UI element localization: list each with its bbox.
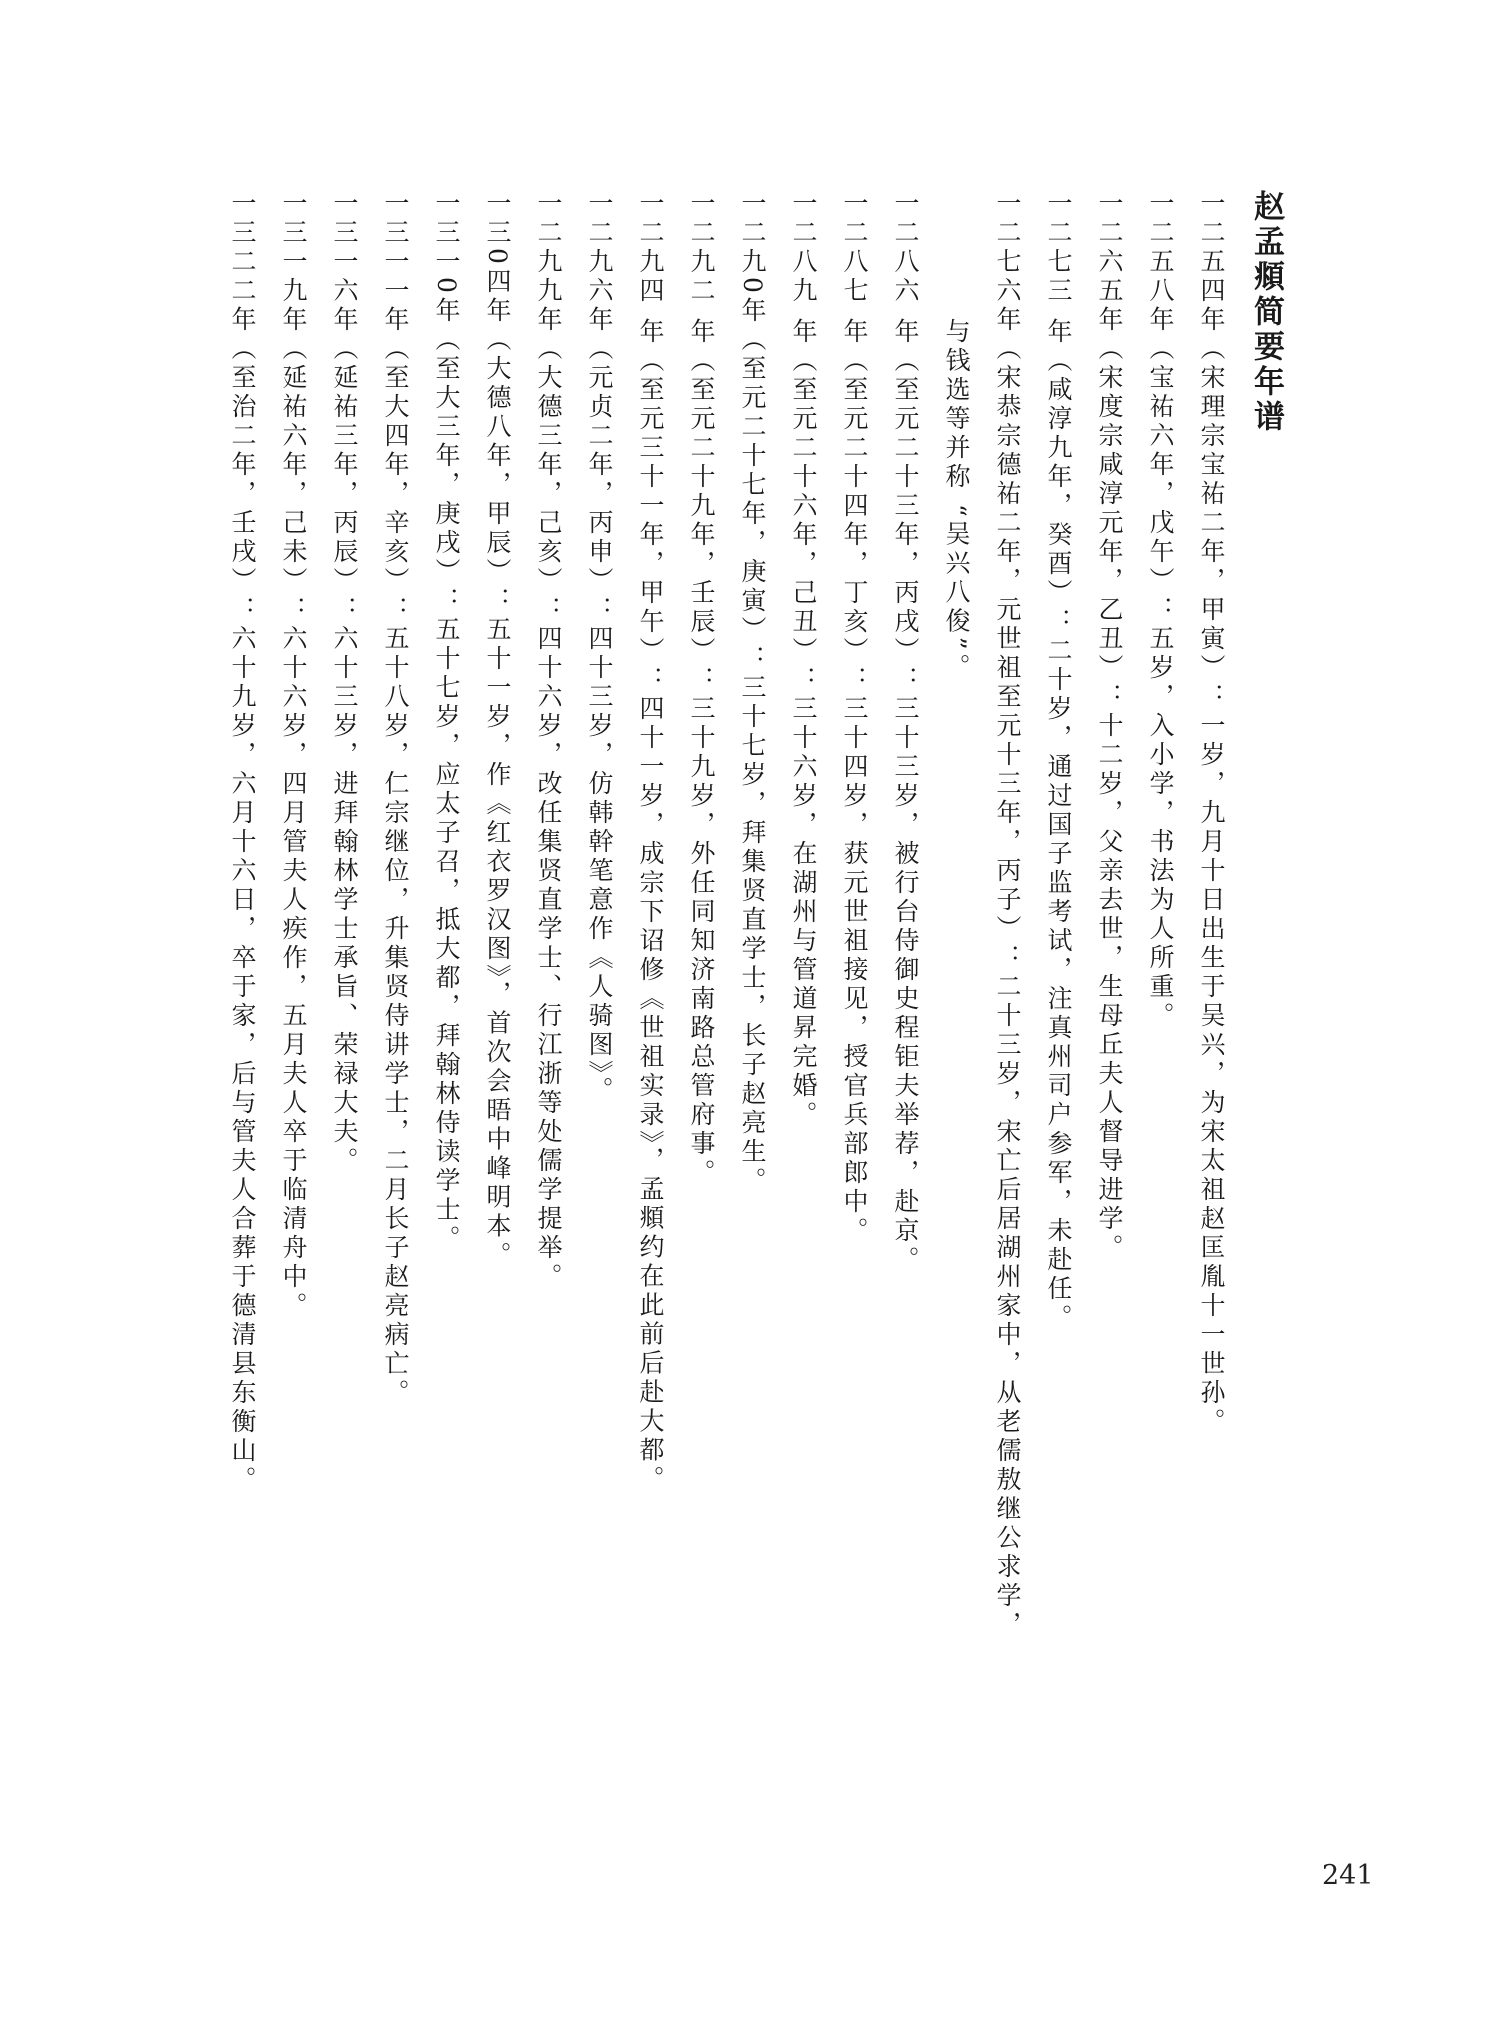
chronology-entry-1299: 一二九九年（大德三年，己亥）：四十六岁，改任集贤直学士、行江浙等处儒学提举。 (534, 190, 563, 1292)
chronology-entry-1290: 一二九0年（至元二十七年，庚寅）：三十七岁，拜集贤直学士，长子赵亮生。 (738, 190, 767, 1196)
chronology-entry-1311: 一三一一年（至大四年，辛亥）：五十八岁，仁宗继位，升集贤侍讲学士，二月长子赵亮病亡。 (381, 190, 410, 1408)
chronology-entry-1322: 一三二二年（至治二年，壬戌）：六十九岁，六月十六日，卒于家，后与管夫人合葬于德清县东衡山。 (228, 190, 257, 1495)
chronology-entry-1265: 一二六五年（宋度宗咸淳元年，乙丑）：十二岁，父亲去世，生母丘夫人督导进学。 (1095, 190, 1124, 1263)
chronology-entry-1319: 一三一九年（延祐六年，己未）：六十六岁，四月管夫人疾作，五月夫人卒于临清舟中。 (279, 190, 308, 1321)
chronology-text-column (217, 190, 1295, 1770)
chronology-entry-1310: 一三一0年（至大三年，庚戌）：五十七岁，应太子召，抵大都，拜翰林侍读学士。 (432, 190, 461, 1254)
chronology-entry-1254: 一二五四年（宋理宗宝祐二年，甲寅）：一岁，九月十日出生于吴兴，为宋太祖赵匡胤十一世孙。 (1197, 190, 1226, 1437)
chronology-entry-1276-continuation: 与钱选等并称 “吴兴八俊”。 (942, 318, 971, 683)
chronology-entry-1289: 一二八九 年（至元二十六年，己丑）：三十六岁，在湖州与管道昇完婚。 (789, 190, 818, 1130)
chronology-entry-1273: 一二七三 年（咸淳九年，癸酉）：二十岁，通过国子监考试，注真州司户参军，未赴任。 (1044, 190, 1073, 1333)
chronology-entry-1286: 一二八六 年（至元二十三年，丙戌）：三十三岁，被行台侍御史程钜夫举荐，赴京。 (891, 190, 920, 1275)
chronology-entry-1292: 一二九二 年（至元二十九年，壬辰）：三十九岁，外任同知济南路总管府事。 (687, 190, 716, 1188)
chronology-entry-1276: 一二七六年（宋恭宗德祐二年，元世祖至元十三年，丙子）：二十三岁，宋亡后居湖州家中，从老儒敖继公求学， (993, 190, 1022, 1640)
page-title: 赵孟頫简要年谱 (1248, 190, 1284, 435)
chronology-entry-1287: 一二八七 年（至元二十四年，丁亥）：三十四岁，获元世祖接见，授官兵部郎中。 (840, 190, 869, 1246)
page-number: 241 (1322, 1860, 1374, 1891)
chronology-entry-1258: 一二五八年（宝祐六年，戊午）：五岁，入小学，书法为人所重。 (1146, 190, 1175, 1031)
chronology-entry-1304: 一三0四年（大德八年，甲辰）：五十一岁，作《红衣罗汉图》，首次会晤中峰明本。 (483, 190, 512, 1271)
chronology-entry-1296: 一二九六年（元贞二年，丙申）：四十三岁，仿韩幹笔意作《人骑图》。 (585, 190, 614, 1106)
chronology-entry-1294: 一二九四 年（至元三十一年，甲午）：四十一岁，成宗下诏修《世祖实录》，孟頫约在此前后赴大都。 (636, 190, 665, 1495)
chronology-entry-1316: 一三一六年（延祐三年，丙辰）：六十三岁，进拜翰林学士承旨、荣禄大夫。 (330, 190, 359, 1176)
